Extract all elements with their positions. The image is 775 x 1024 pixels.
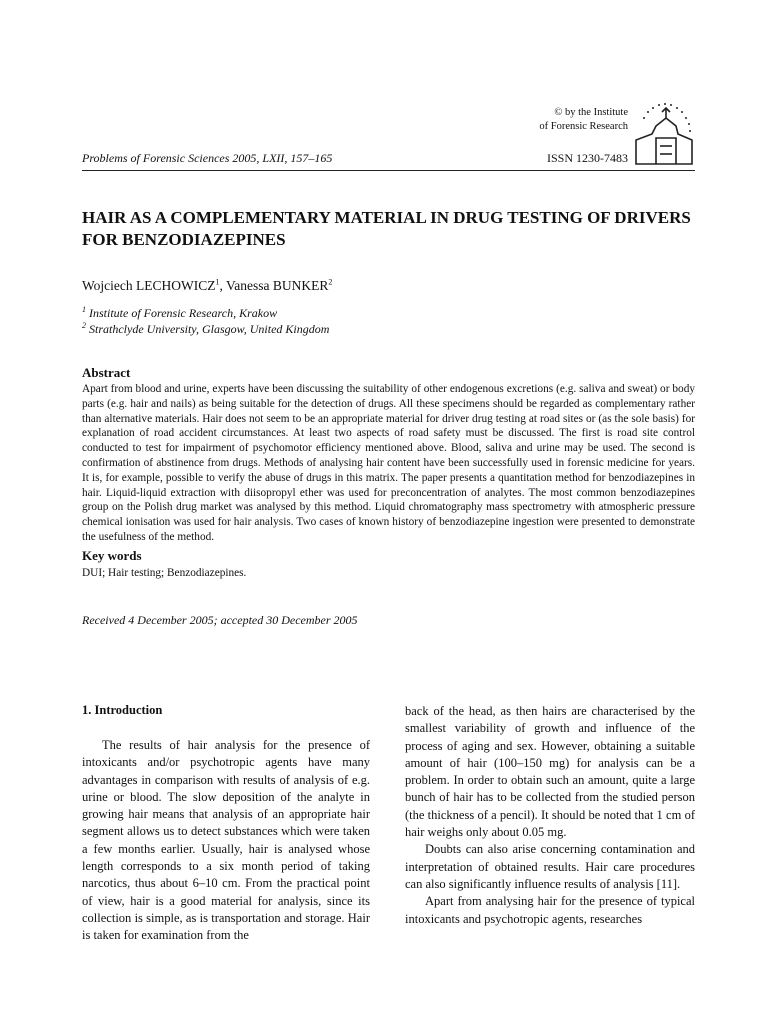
intro-paragraph-left: The results of hair analysis for the presence of intoxicants and/or psychotropic agents have many advantages in comparison with results of analysis of e.g. urine or blood. The slow deposition of the analyte in growing hair means that analysis of an appropriate hair segment allows us to detect substances which were taken a few months earlier. Usually, hair is analysed whose length corresponds to a six month period of taking narcotics, thus about 6–10 cm. From the practical point of view, hair is a good material for analysis, since its collection is simple, as is transportation and storage. Hair is taken for examination from the [82, 738, 370, 943]
copyright-line-1: © by the Institute [554, 107, 628, 118]
paper-title: HAIR AS A COMPLEMENTARY MATERIAL IN DRUG TESTING OF DRIVERS FOR BENZODIAZEPINES [82, 208, 691, 249]
institute-logo-icon [632, 100, 696, 166]
author-separator: , [219, 278, 227, 293]
author-mark: 2 [328, 277, 333, 287]
author-list [82, 278, 332, 294]
intro-paragraph-continued: back of the head, as then hairs are characterised by the smallest variability of growth and influence of the process of aging and sex. However, obtaining a suitable amount of hair (100–150 mg) for analysis can be a problem. In order to obtain such an amount, quite a large bunch of hair has to be collected from the studied person (the thickness of a pencil). It should be noted that 1 cm of hair weighs only about 0.05 mg. [405, 704, 695, 840]
affiliations [82, 305, 329, 337]
section-heading-introduction: 1. Introduction [82, 703, 163, 717]
abstract-heading: Abstract [82, 365, 131, 380]
author-name: Vanessa BUNKER [226, 278, 329, 293]
affiliation-text: Institute of Forensic Research, Krakow [89, 306, 278, 320]
affiliation-text: Strathclyde University, Glasgow, United Kingdom [89, 322, 330, 336]
received-dates: Received 4 December 2005; accepted 30 December 2005 [82, 613, 358, 627]
copyright-line-2: of Forensic Research [539, 121, 628, 132]
author-mark: 1 [215, 277, 220, 287]
affiliation-mark: 1 [82, 305, 86, 314]
intro-paragraph: Doubts can also arise concerning contamination and interpretation of obtained results. Hair care procedures can also significantly influence results of analysis [11]. [405, 842, 695, 891]
affiliation-item [82, 321, 329, 337]
intro-paragraph: Apart from analysing hair for the presence of typical intoxicants and psychotropic agents, researches [405, 894, 695, 926]
journal-citation: Problems of Forensic Sciences 2005, LXII, 157–165 [82, 151, 333, 165]
abstract-text: Apart from blood and urine, experts have been discussing the suitability of other endogenous excretions (e.g. saliva and sweat) or body parts (e.g. hair and nails) as being suitable for the detection of drugs. All these specimens should be regarded as complementary rather than alternative materials. Hair does not seem to be an appropriate material for driver drug testing at road sites or (as the sole basis) for explanation of road accident circumstances. At least two aspects of road safety must be discussed. The first is road site control conducted to test for impairment of psychomotor efficiency mentioned above. Blood, saliva and urine may be used. The second is confirmation of abstinence from drugs. Methods of analysing hair content have been successfully used in forensic medicine for years. It is, for example, possible to verify the abuse of drugs in this matrix. The paper presents a quantitation method for benzodiazepines in hair. Liquid-liquid extraction with diisopropyl ether was used for preconcentration of analytes. The most common benzodiazepines group on the Polish drug market was analysed by this method. Liquid chromatography mass spectrometry with atmospheric pressure chemical ionisation was used for hair analysis. Two cases of known history of benzodiazepine ingestion were presented to demonstrate the usefulness of the method. [82, 383, 695, 543]
right-column [405, 703, 695, 928]
affiliation-mark: 2 [82, 321, 86, 330]
affiliation-item [82, 305, 329, 321]
keywords-text: DUI; Hair testing; Benzodiazepines. [82, 567, 247, 579]
copyright-notice [539, 106, 628, 134]
keywords-heading: Key words [82, 548, 142, 563]
issn: ISSN 1230-7483 [546, 151, 628, 165]
header-rule [82, 170, 695, 171]
author-name: Wojciech LECHOWICZ [82, 278, 216, 293]
